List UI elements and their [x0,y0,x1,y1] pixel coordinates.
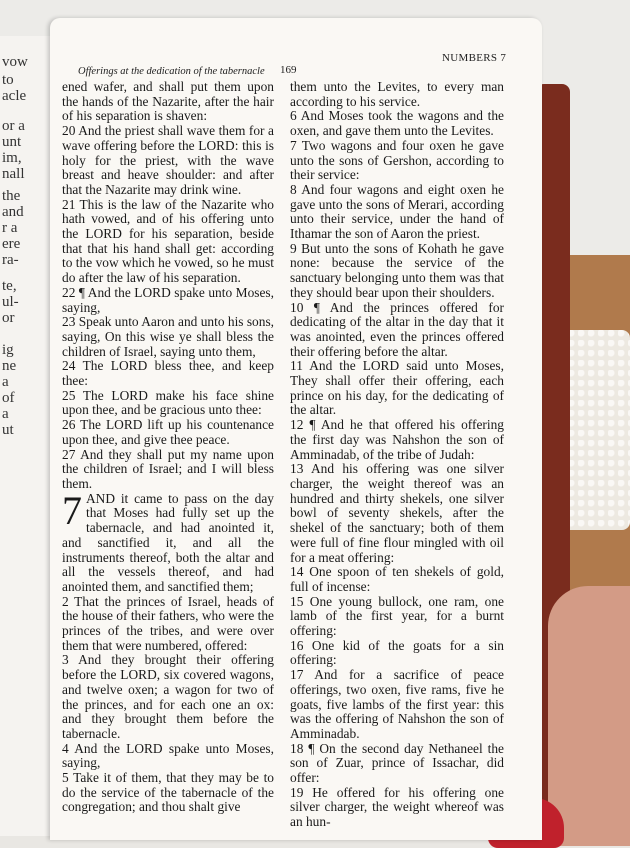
verse: 10 ¶ And the princes offered for dedicating of the altar in the day that it was anointed, even the princes offered their offering before the altar. [290,299,504,359]
verse: 13 And his offering was one silver charger, the weight thereof was an hundred and thirty shekels, one silver bowl of seventy shekels, after the shekel of the sanctuary; both of them were full of fine flour mingled with oil for a meat offering: [290,461,504,565]
running-header-right: NUMBERS 7 [442,52,507,64]
verse: 7 Two wagons and four oxen he gave unto the sons of Gershon, according to their service: [290,137,504,183]
left-page-fragment: ra- [2,252,19,268]
verse: 8 And four wagons and eight oxen he gave unto the sons of Merari, according unto their service, under the hand of Ithamar the son of Aaron the priest. [290,181,504,242]
verse: 24 The LORD bless thee, and keep thee: [62,358,274,389]
chapter-block [62,487,274,815]
verse: 9 But unto the sons of Kohath he gave none: because the service of the sanctuary belonging unto them was that they should bear upon their shoulders. [290,240,504,300]
left-page-fragment: of [2,390,15,406]
verse: 20 And the priest shall wave them for a wave offering before the LORD: this is holy for the priest, with the wave breast and heave shoulder: and after that the Nazarite may drink wine. [62,123,274,197]
left-page-fragment: te, [2,278,17,294]
left-page-fragment: r a [2,220,18,236]
verse: 22 ¶ And the LORD spake unto Moses, saying, [62,284,274,315]
verse: 5 Take it of them, that they may be to do the service of the tabernacle of the congregation; and thou shalt give [62,770,274,815]
left-page-fragment: ere [2,236,21,252]
left-page-fragment: unt [2,134,22,150]
left-page-fragment: im, [2,150,22,166]
left-column [62,80,274,815]
left-page-fragment: vow [2,54,28,70]
verse: them unto the Levites, to every man according to his service. [290,79,504,109]
verse: 19 He offered for his offering one silver charger, the weight whereof was an hun- [290,784,504,830]
verse: 18 ¶ On the second day Nethaneel the son of Zuar, prince of Issachar, did offer: [290,740,504,786]
verse: 21 This is the law of the Nazarite who hath vowed, and of his offering unto the LORD for his separation, beside that that his hand shall get: according to the vow which he vowed, so he must do after the law of his separation. [62,196,274,286]
verse: 27 And they shall put my name upon the children of Israel; and I will bless them. [62,446,274,491]
verse: 11 And the LORD said unto Moses, They shall offer their offering, each prince on his day, for the dedicating of the altar. [290,358,504,418]
left-page-fragment: ne [2,358,17,374]
right-column [290,80,504,830]
verse: 12 ¶ And he that offered his offering the first day was Nahshon the son of Amminadab, of the tribe of Judah: [290,417,504,462]
left-page-fragment: or a [2,118,25,134]
verse: 16 One kid of the goats for a sin offering: [290,637,504,668]
left-page-fragment: a [2,406,9,422]
page-number: 169 [280,64,297,76]
left-page-fragment: and [2,204,24,220]
verse: AND it came to pass on the day that Moses had fully set up the tabernacle, and had anointed it, and sanctified it, and all the instruments thereof, both the altar and all the vessels thereof, and had anointed them, and sanctified them; [62,490,274,594]
left-page-fragment: or [2,310,15,326]
running-header-left: Offerings at the dedication of the tabernacle [78,66,265,77]
hand [548,586,630,846]
verse: 25 The LORD make his face shine upon thee, and be gracious unto thee: [62,387,274,418]
verse: 15 One young bullock, one ram, one lamb of the first year, for a burnt offering: [290,593,504,639]
verse: 4 And the LORD spake unto Moses, saying, [62,740,274,771]
left-page-fragment: a [2,374,9,390]
verse: 2 That the princes of Israel, heads of the house of their fathers, who were the princes of the tribes, and were over them that were numbered, offered: [62,593,274,653]
left-page-fragment: to [2,72,14,88]
left-page-fragment: the [2,188,21,204]
verse: 26 The LORD lift up his countenance upon thee, and give thee peace. [62,417,274,447]
verse: ened wafer, and shall put them upon the hands of the Nazarite, after the hair of his separation is shaven: [62,79,274,124]
chapter-number: 7 [62,487,82,533]
left-page-fragment: nall [2,166,25,182]
verse: 6 And Moses took the wagons and the oxen, and gave them unto the Levites. [290,108,504,139]
verse: 3 And they brought their offering before the LORD, six covered wagons, and twelve oxen; a wagon for two of the princes, and for each one an ox: and they brought them before the tabernacle. [62,652,274,741]
verse: 23 Speak unto Aaron and unto his sons, saying, On this wise ye shall bless the children of Israel, saying unto them, [62,314,275,359]
left-page-fragment: ut [2,422,14,438]
left-page-fragment: acle [2,88,27,104]
verse: 14 One spoon of ten shekels of gold, full of incense: [290,564,504,594]
left-page-fragment: ig [2,342,14,358]
left-page-fragment: ul- [2,294,19,310]
verse: 17 And for a sacrifice of peace offerings, two oxen, five rams, five he goats, five lambs of the first year: this was the offering of Nahshon the son of Amminadab. [290,667,504,741]
